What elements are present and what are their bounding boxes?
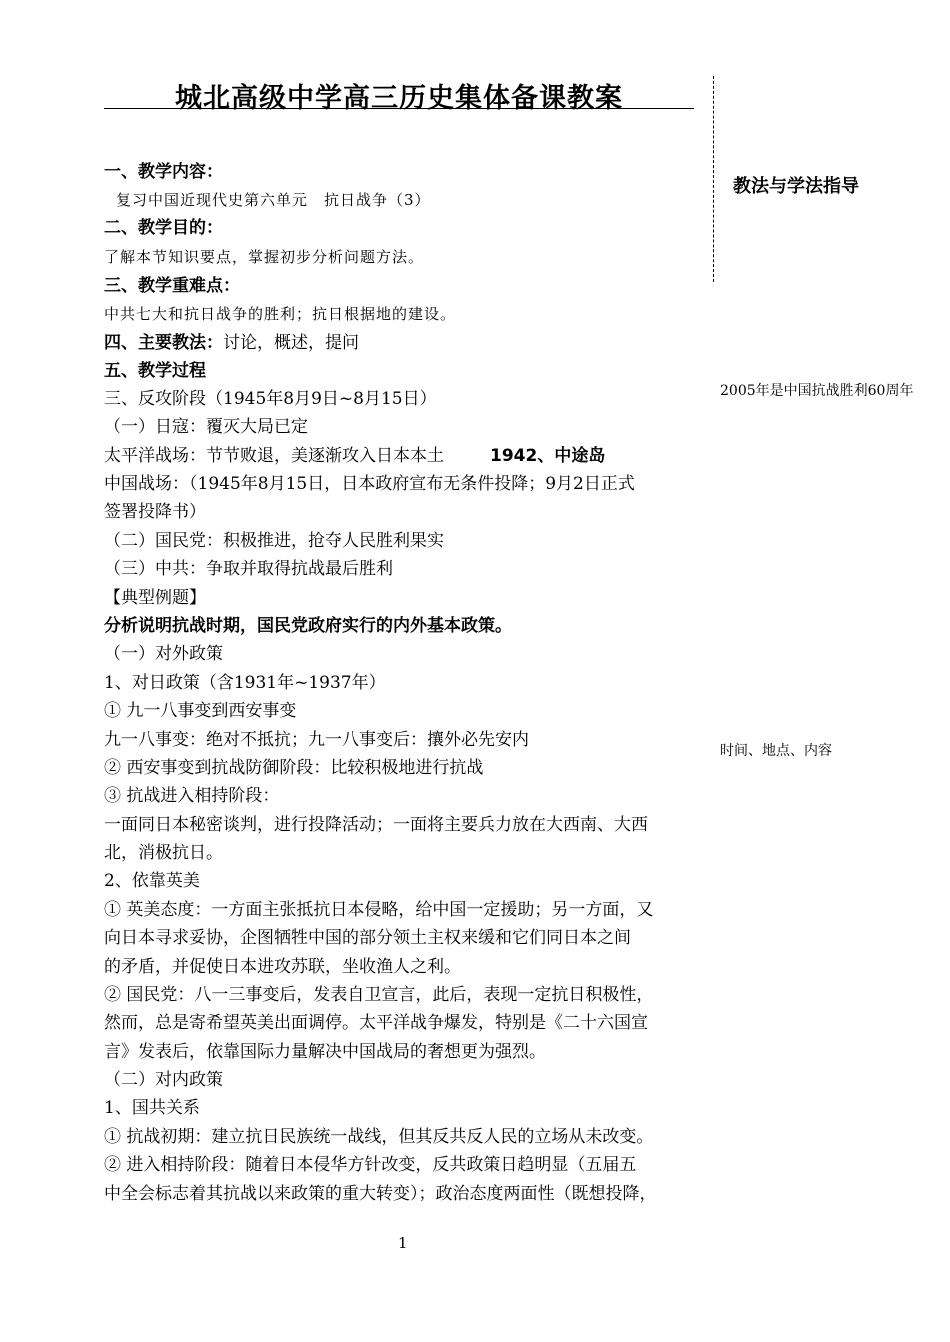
body-line: 三、反攻阶段（1945年8月9日~8月15日）	[104, 389, 437, 409]
body-line: （一）对外政策	[104, 644, 223, 664]
midway-note: 1942、中途岛	[490, 446, 606, 466]
column-divider	[713, 76, 714, 282]
body-line: 1、对日政策（含1931年~1937年）	[104, 673, 386, 693]
body-line: ② 进入相持阶段：随着日本侵华方针改变，反共政策日趋明显（五届五	[104, 1155, 637, 1175]
sidebar-heading: 教法与学法指导	[733, 176, 859, 197]
title-underline	[104, 108, 694, 109]
body-line: 签署投降书）	[104, 502, 206, 522]
section-heading-objective: 二、教学目的：	[104, 218, 223, 238]
section-heading-content: 一、教学内容：	[104, 162, 223, 182]
page-number: 1	[398, 1234, 408, 1252]
sidebar-note-anniversary: 2005年是中国抗战胜利60周年	[720, 383, 914, 399]
sidebar-note-time-place: 时间、地点、内容	[720, 743, 832, 759]
body-line: 然而，总是寄希望英美出面调停。太平洋战争爆发，特别是《二十六国宣	[104, 1013, 648, 1033]
methods-line	[104, 329, 359, 357]
example-question: 分析说明抗战时期，国民党政府实行的内外基本政策。	[104, 616, 512, 636]
methods-text: 讨论，概述，提问	[223, 333, 359, 353]
body-line: ② 西安事变到抗战防御阶段：比较积极地进行抗战	[104, 758, 484, 778]
body-line: 向日本寻求妥协，企图牺牲中国的部分领土主权来缓和它们同日本之间	[104, 928, 631, 948]
section-heading-methods: 四、主要教法：	[104, 333, 223, 353]
body-line: ② 国民党：八一三事变后，发表自卫宣言，此后，表现一定抗日积极性，	[104, 985, 654, 1005]
keypoints-line: 中共七大和抗日战争的胜利；抗日根据地的建设。	[104, 305, 457, 323]
content-line: 复习中国近现代史第六单元 抗日战争（3）	[116, 191, 431, 209]
body-line: （二）对内政策	[104, 1070, 223, 1090]
body-line: 言》发表后，依靠国际力量解决中国战局的奢想更为强烈。	[104, 1042, 546, 1062]
page-title: 城北高级中学高三历史集体备课教案	[175, 83, 623, 114]
body-line: 北，消极抗日。	[104, 843, 223, 863]
body-line: 一面同日本秘密谈判，进行投降活动；一面将主要兵力放在大西南、大西	[104, 815, 648, 835]
body-line: （三）中共：争取并取得抗战最后胜利	[104, 559, 393, 579]
body-line: 2、依靠英美	[104, 871, 200, 891]
body-line: ① 抗战初期：建立抗日民族统一战线，但其反共反人民的立场从未改变。	[104, 1127, 654, 1147]
body-line: ① 九一八事变到西安事变	[104, 701, 297, 721]
body-line: 中全会标志着其抗战以来政策的重大转变）；政治态度两面性（既想投降，	[104, 1184, 657, 1204]
body-line: 中国战场：（1945年8月15日，日本政府宣布无条件投降；9月2日正式	[104, 474, 635, 494]
body-line: 1、国共关系	[104, 1098, 200, 1118]
body-line: ③ 抗战进入相持阶段：	[104, 786, 280, 806]
body-line: ① 英美态度：一方面主张抵抗日本侵略，给中国一定援助；另一方面，又	[104, 900, 654, 920]
objective-line: 了解本节知识要点，掌握初步分析问题方法。	[104, 248, 425, 266]
example-heading: 【典型例题】	[104, 588, 206, 608]
body-line: （一）日寇：覆灭大局已定	[104, 417, 308, 437]
body-line: 的矛盾，并促使日本进攻苏联，坐收渔人之利。	[104, 957, 461, 977]
body-line: （二）国民党：积极推进，抢夺人民胜利果实	[104, 531, 444, 551]
section-heading-process: 五、教学过程	[104, 361, 206, 381]
body-line: 九一八事变：绝对不抵抗；九一八事变后：攘外必先安内	[104, 730, 529, 750]
section-heading-keypoints: 三、教学重难点：	[104, 276, 240, 296]
pacific-text: 太平洋战场：节节败退，美逐渐攻入日本本土	[104, 446, 444, 466]
pacific-line	[104, 442, 605, 470]
